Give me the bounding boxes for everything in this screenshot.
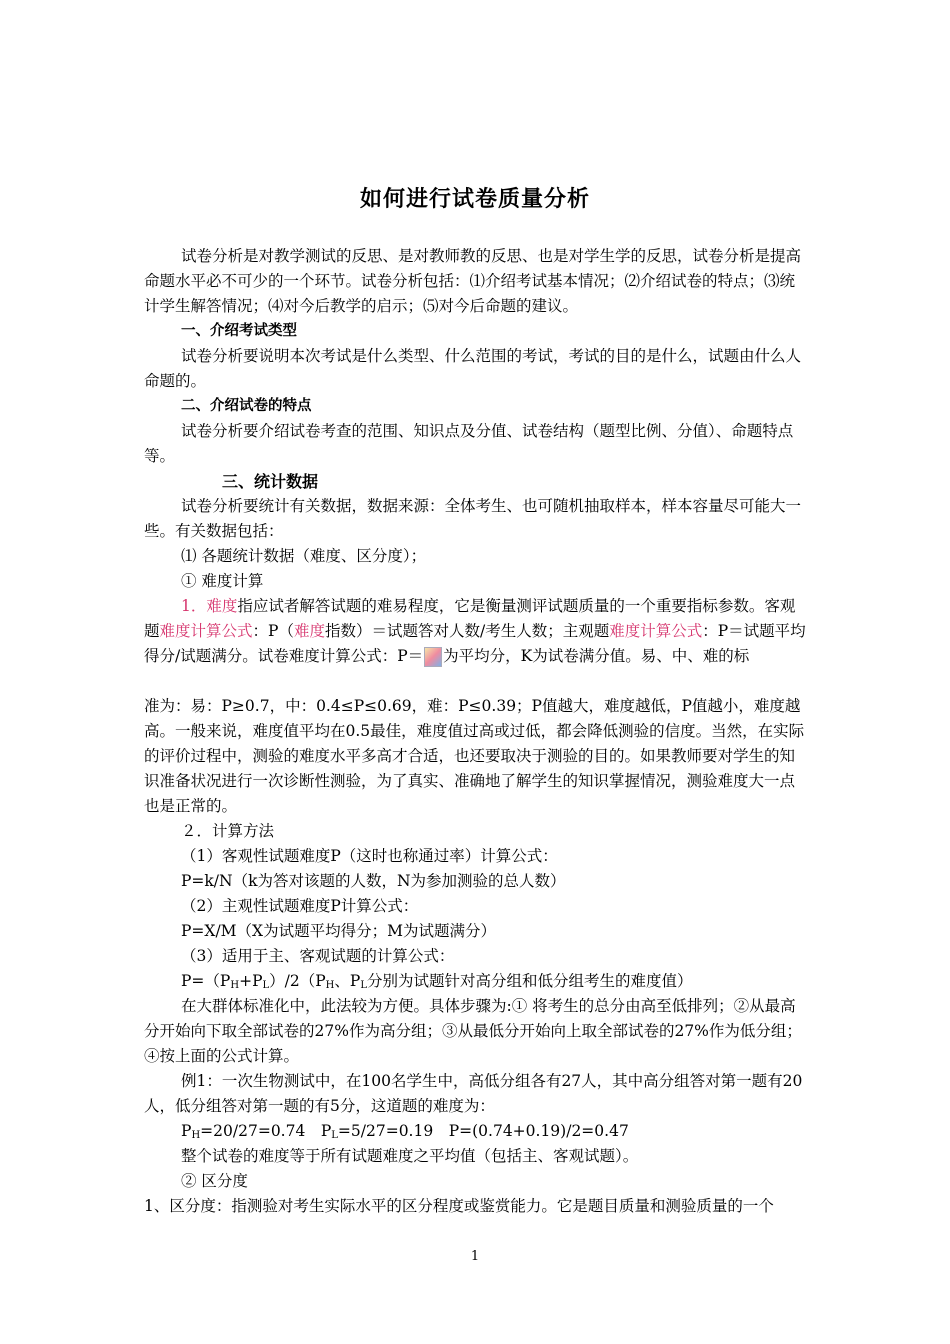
formula-line: P=X/M（X为试题平均得分；M为试题满分） [181, 922, 496, 940]
section-heading-3: 三、统计数据 [222, 472, 319, 491]
text-run: ：P（ [252, 622, 294, 640]
method-line: （1）客观性试题难度P（这时也称通过率）计算公式： [181, 847, 558, 865]
paragraph: 准为：易：P≥0.7，中：0.4≤P≤0.69，难：P≤0.39；P值越大，难度越低，P值越小，难度越高。一般来说，难度值平均在0.5最佳，难度值过高或过低，都会降低测验的信度。当然，在实际的评价过程中，测验的难度水平多高才合适，也还要取决于测验的目的。如果教师要对学生的知识准备状况进行一次诊断性测验，为了真实、准确地了解学生的知识掌握情况，测验难度大一点也是正常的。 [144, 697, 805, 815]
subscript: H [230, 980, 240, 991]
paragraph: 整个试卷的难度等于所有试题难度之平均值（包括主、客观试题）。 [181, 1147, 639, 1165]
formula-term: 难度计算公式 [159, 622, 253, 640]
document-body [144, 244, 808, 1219]
list-item: ⑴ 各题统计数据（难度、区分度）； [181, 547, 427, 565]
subscript: L [331, 1130, 338, 1141]
text-run: =20/27=0.74 P [200, 1122, 332, 1140]
example-paragraph: 例1：一次生物测试中，在100名学生中，高低分组各有27人，其中高分组答对第一题有20人，低分组答对第一题的有5分，这道题的难度为： [144, 1072, 803, 1115]
subscript: L [360, 980, 367, 991]
difficulty-term: 1．难度 [181, 597, 238, 615]
section-heading-2: 二、介绍试卷的特点 [181, 398, 312, 414]
text-run: 分别为试题针对高分组和低分组考生的难度值） [366, 972, 693, 990]
formula-line: P=k/N（k为答对该题的人数，N为参加测验的总人数） [181, 872, 566, 890]
text-run: ）/2（P [269, 972, 326, 990]
subscript: H [191, 1130, 201, 1141]
text-run: =5/27=0.19 P=(0.74+0.19)/2=0.47 [337, 1122, 629, 1140]
text-run: 、P [334, 972, 361, 990]
formula-term: 难度计算公式 [609, 622, 703, 640]
paragraph: 在大群体标准化中，此法较为方便。具体步骤为:① 将考生的总分由高至低排列；②从最高分开始向下取全部试卷的27%作为高分组；③从最低分开始向上取全部试卷的27%作为低分组；④按上面的公式计算。 [144, 997, 802, 1065]
broken-image-icon [424, 647, 442, 667]
list-item: ① 难度计算 [181, 572, 264, 590]
page-number: 1 [470, 1249, 480, 1264]
method-heading: ２．计算方法 [181, 822, 275, 840]
example-formula: $P_H=20/27=0.74$ $P_L=5/27=0.19$ P=(0.74+0.19)/2=0.47 [181, 1122, 629, 1141]
method-line: （2）主观性试题难度P计算公式： [181, 897, 419, 915]
paragraph: 1、区分度：指测验对考生实际水平的区分程度或鉴赏能力。它是题目质量和测验质量的一个 [144, 1197, 774, 1215]
list-item: ② 区分度 [181, 1172, 248, 1190]
spacer [144, 669, 808, 694]
paragraph: 试卷分析要介绍试卷考查的范围、知识点及分值、试卷结构（题型比例、分值）、命题特点等。 [144, 422, 794, 465]
text-run: ：P＝试题平均得分/试题满分。试卷难度计算公式：P＝ [144, 622, 806, 665]
text-run: 指应试者解答试题的难易程度，它是衡量测评试题质量的一个重要指标参数。客观题 [144, 597, 796, 640]
text-run: P=（P [181, 972, 231, 990]
text-run: 为平均分，K为试卷满分值。易、中、难的标 [443, 647, 750, 665]
intro-paragraph: 试卷分析是对教学测试的反思、是对教师教的反思、也是对学生学的反思，试卷分析是提高命题水平必不可少的一个环节。试卷分析包括：⑴介绍考试基本情况；⑵介绍试卷的特点；⑶统计学生解答情况；⑷对今后教学的启示；⑸对今后命题的建议。 [144, 247, 802, 315]
document-title: 如何进行试卷质量分析 [359, 187, 590, 212]
paragraph: 试卷分析要说明本次考试是什么类型、什么范围的考试，考试的目的是什么，试题由什么人命题的。 [144, 347, 802, 390]
subscript: H [325, 980, 335, 991]
difficulty-term: 难度 [293, 622, 325, 640]
text-run: 指数）＝试题答对人数/考生人数；主观题 [324, 622, 610, 640]
formula-line [144, 969, 808, 994]
text-run: +P [239, 972, 263, 990]
paragraph: 试卷分析要统计有关数据，数据来源：全体考生、也可随机抽取样本，样本容量尽可能大一些。有关数据包括： [144, 497, 802, 540]
difficulty-paragraph [144, 594, 808, 669]
method-line: （3）适用于主、客观试题的计算公式： [181, 947, 455, 965]
section-heading-1: 一、介绍考试类型 [181, 323, 297, 339]
subscript: L [262, 980, 270, 991]
